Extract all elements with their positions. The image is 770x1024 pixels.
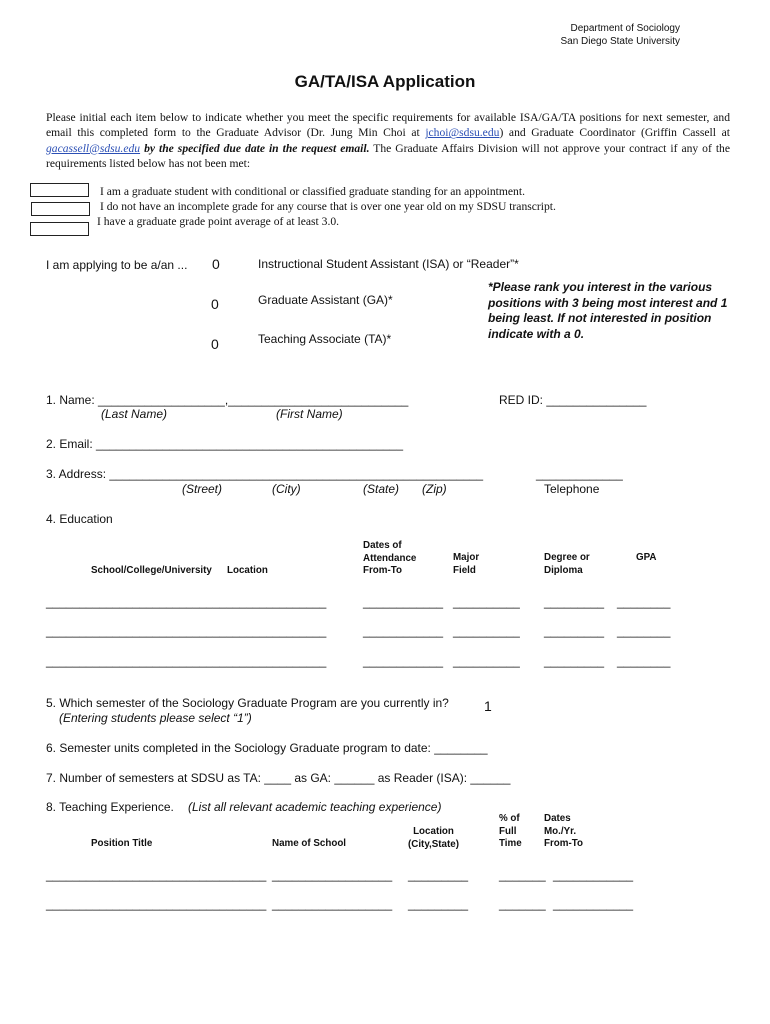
semester-hint: (Entering students please select “1”): [59, 711, 252, 725]
teach-position-field[interactable]: _________________________________: [46, 897, 267, 911]
edu-gpa-field[interactable]: ________: [617, 654, 671, 668]
teach-percent-field[interactable]: _______: [499, 897, 546, 911]
col-school-name: Name of School: [272, 838, 347, 849]
col-school: School/College/University: [91, 565, 212, 576]
edu-school-field[interactable]: __________________________________________: [46, 654, 327, 668]
initial-box-gpa[interactable]: [30, 222, 89, 236]
ranking-note: *Please rank you interest in the various positions with 3 being most interest and 1 being least. If not interested in position indicate with a 0.: [488, 280, 728, 341]
edu-major-field[interactable]: __________: [453, 624, 520, 638]
telephone-field[interactable]: _____________: [536, 467, 623, 481]
requirement-incomplete: I do not have an incomplete grade for any course that is over one year old on my SDSU transcript.: [100, 200, 556, 213]
initial-box-incomplete[interactable]: [31, 202, 90, 216]
address-field[interactable]: 3. Address: ________________________________________________________: [46, 467, 484, 481]
rank-isa-field[interactable]: 0: [212, 256, 220, 272]
col-location-city: Location (City,State): [408, 826, 459, 850]
edu-dates-field[interactable]: ____________: [363, 624, 444, 638]
col-dates: Dates of Attendance From-To: [363, 540, 417, 576]
edu-gpa-field[interactable]: ________: [617, 624, 671, 638]
teach-school-field[interactable]: __________________: [272, 897, 393, 911]
email-field[interactable]: 2. Email: ______________________________________________: [46, 437, 404, 451]
university-name: San Diego State University: [560, 36, 680, 47]
teach-school-field[interactable]: __________________: [272, 868, 393, 882]
semesters-field[interactable]: 7. Number of semesters at SDSU as TA: ____ as GA: ______ as Reader (ISA): ______: [46, 771, 511, 785]
zip-caption: (Zip): [422, 482, 447, 496]
teaching-label: 8. Teaching Experience.: [46, 800, 174, 814]
state-caption: (State): [363, 482, 400, 496]
col-gpa: GPA: [636, 552, 657, 563]
semester-question: 5. Which semester of the Sociology Graduate Program are you currently in?: [46, 696, 449, 710]
edu-major-field[interactable]: __________: [453, 654, 520, 668]
department-name: Department of Sociology: [570, 23, 680, 34]
edu-gpa-field[interactable]: ________: [617, 595, 671, 609]
col-percent-time: % of Full Time: [499, 813, 522, 849]
col-degree: Degree or Diploma: [544, 552, 590, 576]
edu-dates-field[interactable]: ____________: [363, 595, 444, 609]
rank-ta-field[interactable]: 0: [211, 336, 219, 352]
applying-label: I am applying to be a/an ...: [46, 258, 188, 272]
first-name-caption: (First Name): [276, 407, 343, 421]
units-field[interactable]: 6. Semester units completed in the Sociology Graduate program to date: ________: [46, 741, 488, 755]
edu-school-field[interactable]: __________________________________________: [46, 624, 327, 638]
initial-box-standing[interactable]: [30, 183, 89, 197]
semester-field[interactable]: 1: [484, 698, 492, 714]
edu-dates-field[interactable]: ____________: [363, 654, 444, 668]
rank-ga-field[interactable]: 0: [211, 296, 219, 312]
col-dates-moyr: Dates Mo./Yr. From-To: [544, 813, 583, 849]
option-ga-label: Graduate Assistant (GA)*: [258, 293, 393, 307]
red-id-field[interactable]: RED ID: _______________: [499, 393, 647, 407]
advisor-email-link[interactable]: jchoi@sdsu.edu: [425, 126, 500, 140]
option-ta-label: Teaching Associate (TA)*: [258, 332, 392, 346]
teach-dates-field[interactable]: ____________: [553, 897, 634, 911]
teach-location-field[interactable]: _________: [408, 897, 469, 911]
city-caption: (City): [272, 482, 301, 496]
intro-paragraph: Please initial each item below to indicate whether you meet the specific requirements for available ISA/GA/TA positions for next semester, and email this completed form to the Graduate Advisor (Dr. Jung Min Choi at jchoi@sdsu.edu) and Graduate Coordinator (Griffin Cassell at gacassell@sdsu.edu by the specified due date in the request email. The Graduate Affairs Division will not approve your contract if any of the requirements listed below has not been met:: [46, 111, 730, 171]
option-isa-label: Instructional Student Assistant (ISA) or “Reader”*: [258, 257, 519, 271]
teach-percent-field[interactable]: _______: [499, 868, 546, 882]
col-location: Location: [227, 565, 268, 576]
education-label: 4. Education: [46, 512, 113, 526]
form-title: GA/TA/ISA Application: [294, 72, 476, 91]
teach-location-field[interactable]: _________: [408, 868, 469, 882]
street-caption: (Street): [182, 482, 223, 496]
edu-school-field[interactable]: __________________________________________: [46, 595, 327, 609]
edu-degree-field[interactable]: _________: [544, 654, 605, 668]
teach-position-field[interactable]: _________________________________: [46, 868, 267, 882]
edu-degree-field[interactable]: _________: [544, 595, 605, 609]
last-name-caption: (Last Name): [101, 407, 168, 421]
name-field[interactable]: 1. Name: ___________________,___________________________: [46, 393, 409, 407]
telephone-caption: Telephone: [544, 482, 600, 496]
teach-dates-field[interactable]: ____________: [553, 868, 634, 882]
edu-degree-field[interactable]: _________: [544, 624, 605, 638]
edu-major-field[interactable]: __________: [453, 595, 520, 609]
coordinator-email-link[interactable]: gacassell@sdsu.edu: [46, 141, 141, 155]
requirement-standing: I am a graduate student with conditional or classified graduate standing for an appointment.: [100, 185, 525, 198]
requirement-gpa: I have a graduate grade point average of at least 3.0.: [97, 215, 340, 228]
col-major: Major Field: [453, 552, 480, 576]
col-position: Position Title: [91, 838, 153, 849]
teaching-hint: (List all relevant academic teaching experience): [188, 800, 442, 814]
